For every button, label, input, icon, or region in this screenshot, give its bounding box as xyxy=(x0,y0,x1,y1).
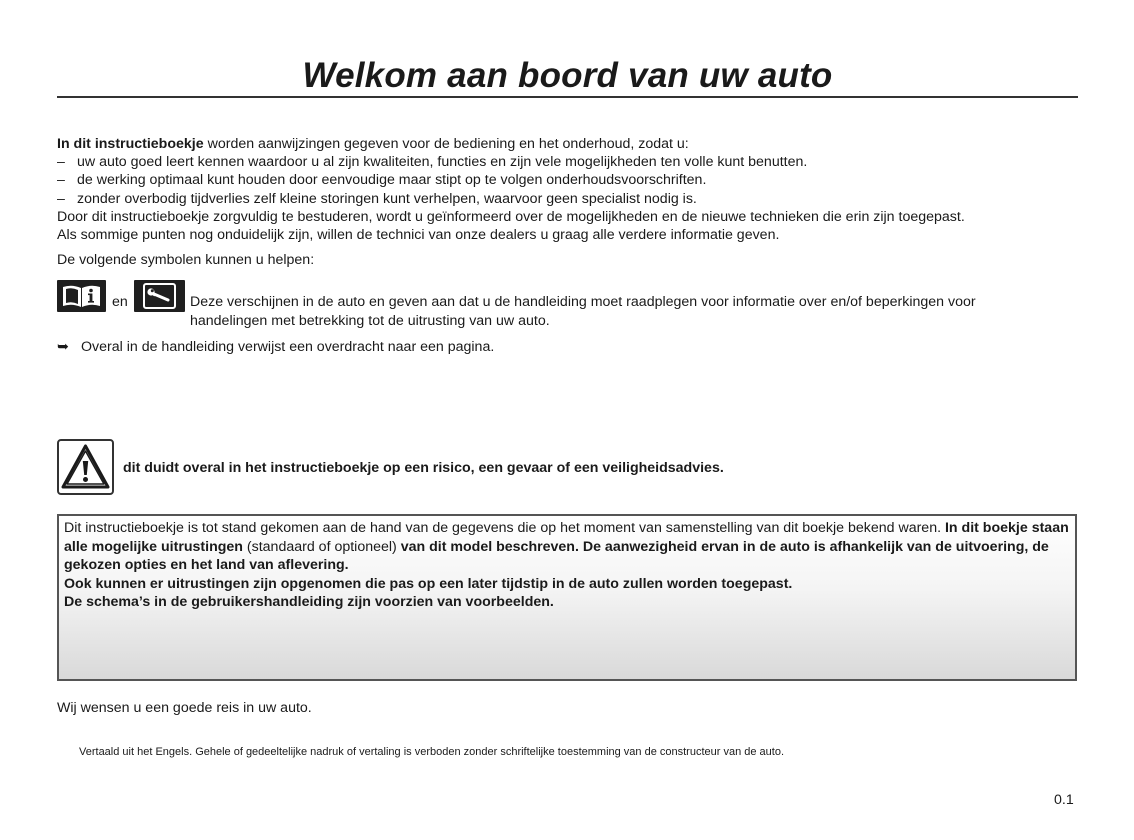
disclaimer-line-text: Ook kunnen er uitrustingen zijn opgenomen die pas op een later tijdstip in de auto zullen worden toegepast. xyxy=(64,575,793,592)
disclaimer-line xyxy=(64,575,1070,594)
symbol-description-line: handelingen met betrekking tot de uitrusting van uw auto. xyxy=(190,312,550,329)
wrench-icon xyxy=(134,280,185,312)
dash-bullet: – xyxy=(57,154,65,171)
closing-line: Wij wensen u een goede reis in uw auto. xyxy=(57,700,312,716)
warning-text: dit duidt overal in het instructieboekje op een risico, een gevaar of een veiligheidsadvies. xyxy=(123,460,724,476)
list-item-text: zonder overbodig tijdverlies zelf kleine storingen kunt verhelpen, waarvoor geen specialist nodig is. xyxy=(77,190,697,207)
symbol-description-line: Deze verschijnen in de auto en geven aan dat u de handleiding moet raadplegen voor informatie over en/of beperkingen voor xyxy=(190,294,976,310)
warning-triangle-icon xyxy=(57,439,114,495)
disclaimer-box xyxy=(57,514,1077,681)
intro-section xyxy=(57,135,1087,244)
disclaimer-paragraph xyxy=(64,519,1070,575)
page-number: 0.1 xyxy=(1054,792,1074,808)
list-item-text: uw auto goed leert kennen waardoor u al zijn kwaliteiten, functies en zijn vele mogelijkheden ten volle kunt benutten. xyxy=(77,154,808,171)
title-rule xyxy=(57,56,1078,98)
disclaimer-line xyxy=(64,593,1070,612)
symbols-intro: De volgende symbolen kunnen u helpen: xyxy=(57,252,315,268)
disclaimer-bold: In dit boekje staan alle mogelijke uitrustingen xyxy=(64,520,1069,555)
disclaimer-normal: Dit instructieboekje is tot stand gekomen aan de hand van de gegevens die op het moment van samenstelling van dit boekje bekend waren. xyxy=(64,520,945,536)
list-item-text: de werking optimaal kunt houden door eenvoudige maar stipt op te volgen onderhoudsvoorschriften. xyxy=(77,172,707,189)
page-reference-note xyxy=(57,339,494,355)
intro-lead-bold: In dit instructieboekje xyxy=(57,136,204,152)
list-item xyxy=(57,190,1087,208)
page-title: Welkom aan boord van uw auto xyxy=(302,56,833,95)
disclaimer-paren: (standaard of optioneel) xyxy=(242,538,401,555)
copyright-notice: Vertaald uit het Engels. Gehele of gedeeltelijke nadruk of vertaling is verboden zonder schriftelijke toestemming van de constructeur van de auto. xyxy=(79,746,785,758)
page-reference-text: Overal in de handleiding verwijst een overdracht naar een pagina. xyxy=(81,339,495,355)
intro-dealers-line: Als sommige punten nog onduidelijk zijn, willen de technici van onze dealers u graag alle verdere informatie geven. xyxy=(57,227,780,244)
disclaimer-line-text: De schema’s in de gebruikershandleiding zijn voorzien van voorbeelden. xyxy=(64,594,554,610)
intro-lead xyxy=(57,135,1087,153)
manual-book-info-icon xyxy=(57,280,106,312)
page-reference-arrow-icon: ➥ xyxy=(57,339,69,355)
dash-bullet: – xyxy=(57,190,65,207)
symbol-connector: en xyxy=(112,294,128,310)
disclaimer-bold-rest: van dit model beschreven. De aanwezigheid ervan in de auto is afhankelijk van de uitvoering, de gekozen opties en het land van aflevering. xyxy=(64,538,1049,573)
symbol-description xyxy=(190,293,1090,330)
intro-lead-rest: worden aanwijzingen gegeven voor de bediening en het onderhoud, zodat u: xyxy=(203,136,689,152)
list-item xyxy=(57,171,1087,189)
list-item xyxy=(57,153,1087,171)
dash-bullet: – xyxy=(57,172,65,189)
intro-study-line: Door dit instructieboekje zorgvuldig te bestuderen, wordt u geïnformeerd over de mogelijkheden en de nieuwe technieken die erin zijn toegepast. xyxy=(57,208,965,225)
